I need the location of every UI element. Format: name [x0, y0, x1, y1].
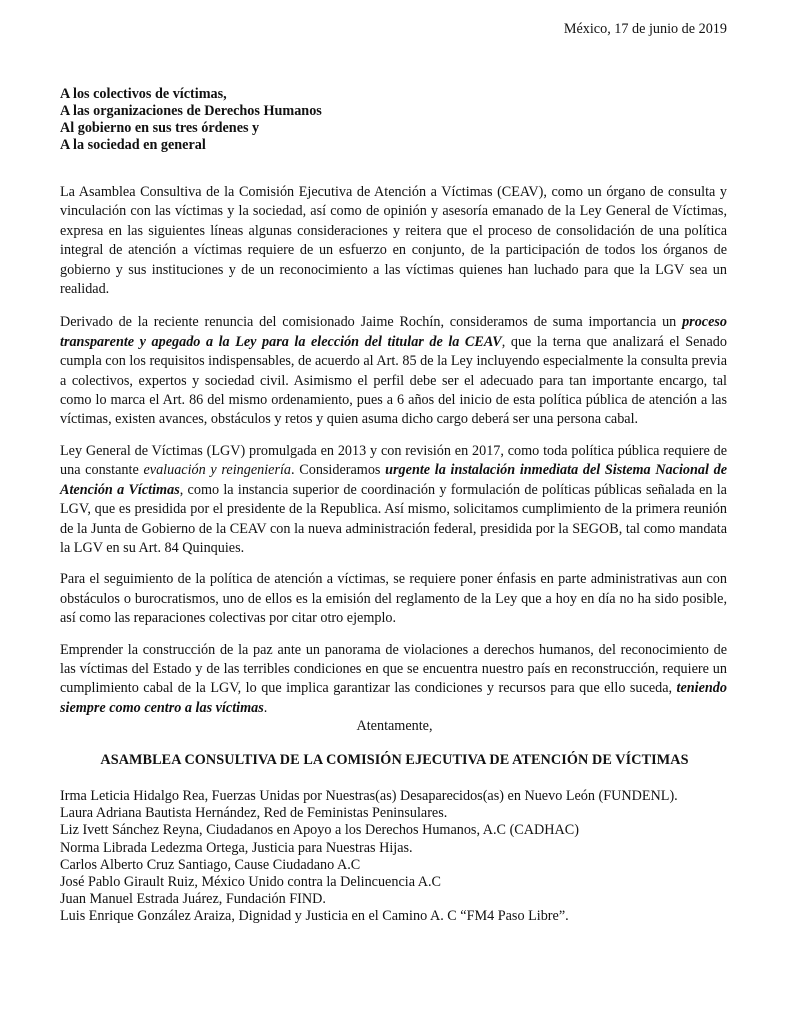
paragraph-5-text: Emprender la construcción de la paz ante un panorama de violaciones a derechos humanos, del reconocimiento de las víctimas del Estado y de las terribles condiciones en que se encuentra nuestro país en reconstrucción, requiere un cumplimiento cabal de la LGV, lo que implica garantizar las condiciones y recursos para que ello suceda,	[60, 641, 727, 697]
paragraph-3-text: Ley General de Víctimas (LGV) promulgada en 2013 y con revisión en 2017, como toda política pública requiere de una constante	[60, 442, 727, 479]
organization-title: ASAMBLEA CONSULTIVA DE LA COMISIÓN EJECUTIVA DE ATENCIÓN DE VÍCTIMAS	[100, 752, 689, 768]
addressee-line: A la sociedad en general	[60, 137, 206, 153]
signatory-line: Liz Ivett Sánchez Reyna, Ciudadanos en Apoyo a los Derechos Humanos, A.C (CADHAC)	[60, 822, 579, 839]
closing-salutation: Atentamente,	[356, 718, 433, 734]
signatory-line: Norma Librada Ledezma Ortega, Justicia para Nuestras Hijas.	[60, 839, 413, 856]
letter-body	[60, 183, 727, 730]
addressee-line: Al gobierno en sus tres órdenes y	[60, 120, 260, 136]
signatory-list	[60, 788, 678, 926]
addressee-line: A las organizaciones de Derechos Humanos	[60, 103, 322, 119]
signatory-line: Juan Manuel Estrada Juárez, Fundación FIND.	[60, 891, 326, 908]
paragraph-5-emphasis: teniendo siempre como centro a las víctimas	[60, 680, 727, 716]
addressee-block	[60, 86, 322, 154]
letter-date: México, 17 de junio de 2019	[563, 21, 727, 37]
paragraph-1: La Asamblea Consultiva de la Comisión Ejecutiva de Atención a Víctimas (CEAV), como un órgano de consulta y vinculación con las víctimas y la sociedad, así como de opinión y asesoría emanado de la Ley General de Víctimas, expresa en las siguientes líneas algunas consideraciones y reitera que el proceso de consolidación de una política integral de atención a víctimas requiere de un esfuerzo en conjunto, de la participación de todos los órganos de gobierno y sus instituciones y de un reconocimiento a las víctimas quienes han luchado para que la LGV sea un realidad.	[60, 184, 727, 298]
signatory-line: Irma Leticia Hidalgo Rea, Fuerzas Unidas por Nuestras(as) Desaparecidos(as) en Nuevo León (FUNDENL).	[60, 788, 678, 804]
paragraph-3-emphasis: urgente la instalación inmediata del Sistema Nacional de Atención a Víctimas	[60, 462, 727, 498]
paragraph-4: Para el seguimiento de la política de atención a víctimas, se requiere poner énfasis en parte administrativas aun con obstáculos o burocratismos, uno de ellos es la emisión del reglamento de la Ley que a hoy en día no ha sido posible, así como las reparaciones colectivas por citar otro ejemplo.	[60, 571, 727, 627]
paragraph-2-emphasis: proceso transparente y apegado a la Ley para la elección del titular de la CEAV	[60, 314, 727, 350]
signatory-line: Luis Enrique González Araiza, Dignidad y Justicia en el Camino A. C “FM4 Paso Libre”.	[60, 908, 569, 925]
paragraph-5	[60, 641, 727, 719]
paragraph-2	[60, 313, 727, 429]
paragraph-5-text: .	[263, 699, 268, 716]
paragraph-2-text: Derivado de la reciente renuncia del comisionado Jaime Rochín, consideramos de suma importancia un	[60, 314, 683, 331]
paragraph-3-text: , como la instancia superior de coordinación y formulación de políticas públicas señalada en la LGV, que es presidida por el presidente de la Republica. Así mismo, solicitamos cumplimiento de la primera reunión de la Junta de Gobierno de la CEAV con la nueva administración federal, presidida por la SEGOB, tal como mandata la LGV en su Art. 84 Quinquies.	[60, 481, 727, 556]
paragraph-3-text: . Consideramos	[291, 462, 386, 479]
paragraph-3	[60, 442, 727, 558]
paragraph-2-text: , que la terna que analizará el Senado cumpla con los requisitos indispensables, de acuerdo al Art. 85 de la Ley incluyendo especialmente la consulta previa a colectivos, expertos y sociedad civil. Asimismo el perfil debe ser el adecuado para tan importante encargo, tal como lo marca el Art. 86 del mismo ordenamiento, pues a 6 años del inicio de esta política pública de atención a las víctimas, existen avances, obstáculos y retos y quien asuma dicho cargo deberá ser una persona cabal.	[60, 333, 727, 428]
paragraph-3-italic: evaluación y reingeniería	[143, 462, 292, 479]
addressee-line: A los colectivos de víctimas,	[60, 86, 227, 102]
signatory-line: Laura Adriana Bautista Hernández, Red de Feministas Peninsulares.	[60, 805, 448, 822]
signatory-line: José Pablo Girault Ruiz, México Unido contra la Delincuencia A.C	[60, 874, 442, 891]
signatory-line: Carlos Alberto Cruz Santiago, Cause Ciudadano A.C	[60, 856, 361, 873]
